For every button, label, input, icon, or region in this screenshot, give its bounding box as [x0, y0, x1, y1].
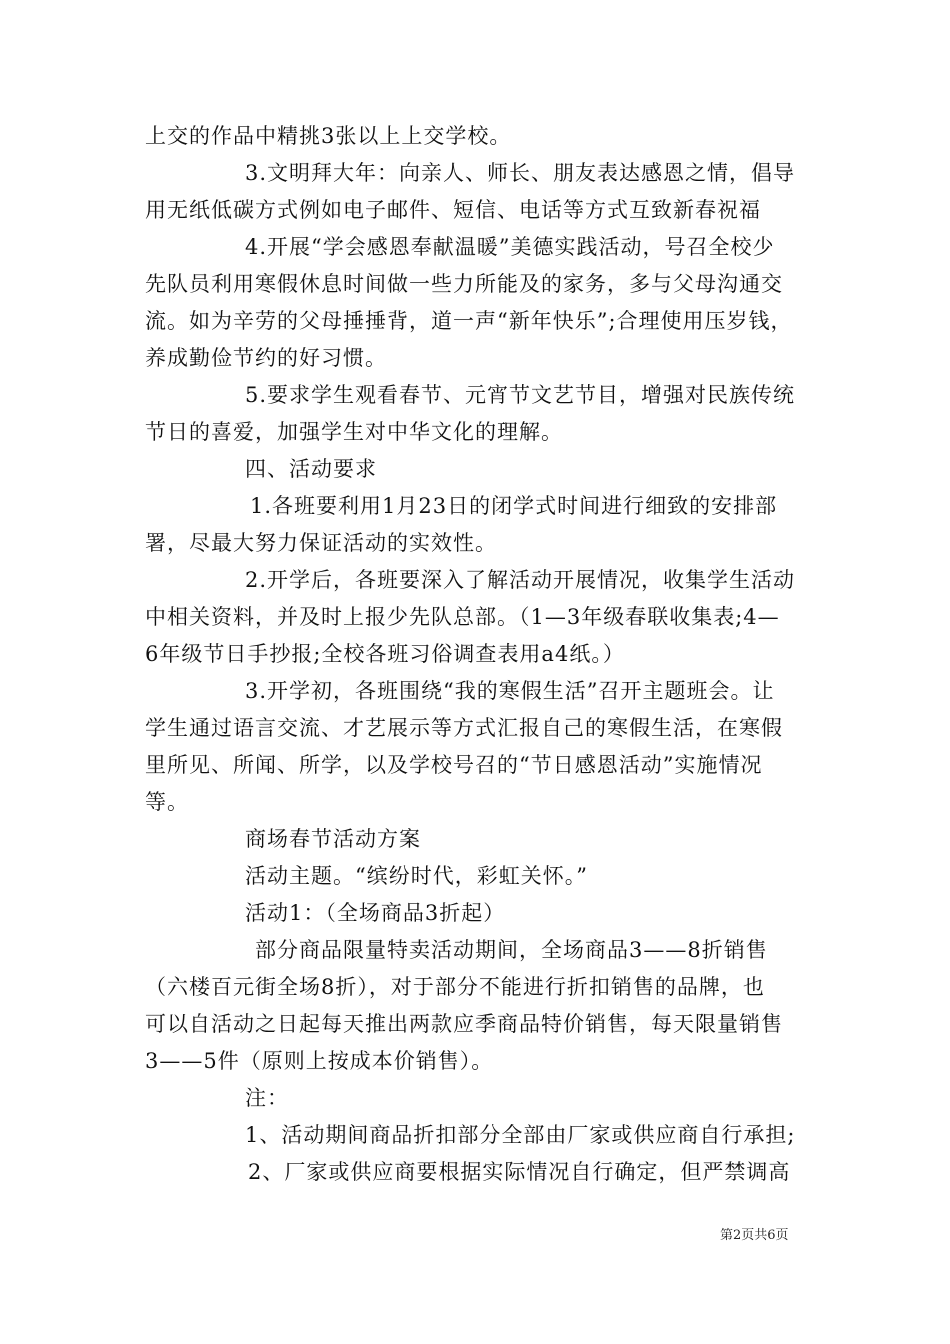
- text-line: 养成勤俭节约的好习惯。: [145, 346, 387, 370]
- text-line: 2、厂家或供应商要根据实际情况自行确定，但严禁调高: [248, 1160, 791, 1184]
- text-line: （六楼百元街全场8折），对于部分不能进行折扣销售的品牌，也: [145, 975, 765, 999]
- text-line: 上交的作品中精挑3张以上上交学校。: [145, 124, 512, 148]
- text-line: 注：: [245, 1086, 289, 1110]
- text-line: 4.开展“学会感恩奉献温暖”美德实践活动，号召全校少: [245, 235, 775, 259]
- text-line: 活动1：（全场商品3折起）: [245, 901, 506, 925]
- text-line: 先队员利用寒假休息时间做一些力所能及的家务，多与父母沟通交: [145, 272, 783, 296]
- page-number-footer: 第2页共6页: [720, 1228, 789, 1243]
- text-line: 节日的喜爱，加强学生对中华文化的理解。: [145, 420, 563, 444]
- text-line: 流。如为辛劳的父母捶捶背，道一声“新年快乐”;合理使用压岁钱，: [145, 309, 793, 333]
- section-heading: 四、活动要求: [245, 457, 377, 481]
- text-line: 5.要求学生观看春节、元宵节文艺节目，增强对民族传统: [245, 383, 796, 407]
- text-line: 可以自活动之日起每天推出两款应季商品特价销售，每天限量销售: [145, 1012, 783, 1036]
- text-line: 部分商品限量特卖活动期间，全场商品3——8折销售: [255, 938, 768, 962]
- text-line: 署，尽最大努力保证活动的实效性。: [145, 531, 497, 555]
- text-line: 学生通过语言交流、才艺展示等方式汇报自己的寒假生活，在寒假: [145, 716, 783, 740]
- text-line: 2.开学后，各班要深入了解活动开展情况，收集学生活动: [245, 568, 796, 592]
- text-line: 1、活动期间商品折扣部分全部由厂家或供应商自行承担;: [245, 1123, 796, 1147]
- text-line: 用无纸低碳方式例如电子邮件、短信、电话等方式互致新春祝福: [145, 198, 761, 222]
- section-heading: 商场春节活动方案: [245, 827, 421, 851]
- text-line: 3——5件（原则上按成本价销售）。: [145, 1049, 494, 1073]
- text-line: 6年级节日手抄报;全校各班习俗调查表用a4纸。）: [145, 642, 625, 666]
- text-line: 3.开学初，各班围绕“我的寒假生活”召开主题班会。让: [245, 679, 775, 703]
- text-line: 中相关资料，并及时上报少先队总部。（1—3年级春联收集表;4—: [145, 605, 780, 629]
- text-line: 活动主题。“缤纷时代，彩虹关怀。”: [245, 864, 588, 888]
- text-line: 3.文明拜大年：向亲人、师长、朋友表达感恩之情，倡导: [245, 161, 796, 185]
- text-line: 里所见、所闻、所学，以及学校号召的“节日感恩活动”实施情况: [145, 753, 763, 777]
- text-line: 等。: [145, 790, 189, 814]
- text-line: 1.各班要利用1月23日的闭学式时间进行细致的安排部: [250, 494, 778, 518]
